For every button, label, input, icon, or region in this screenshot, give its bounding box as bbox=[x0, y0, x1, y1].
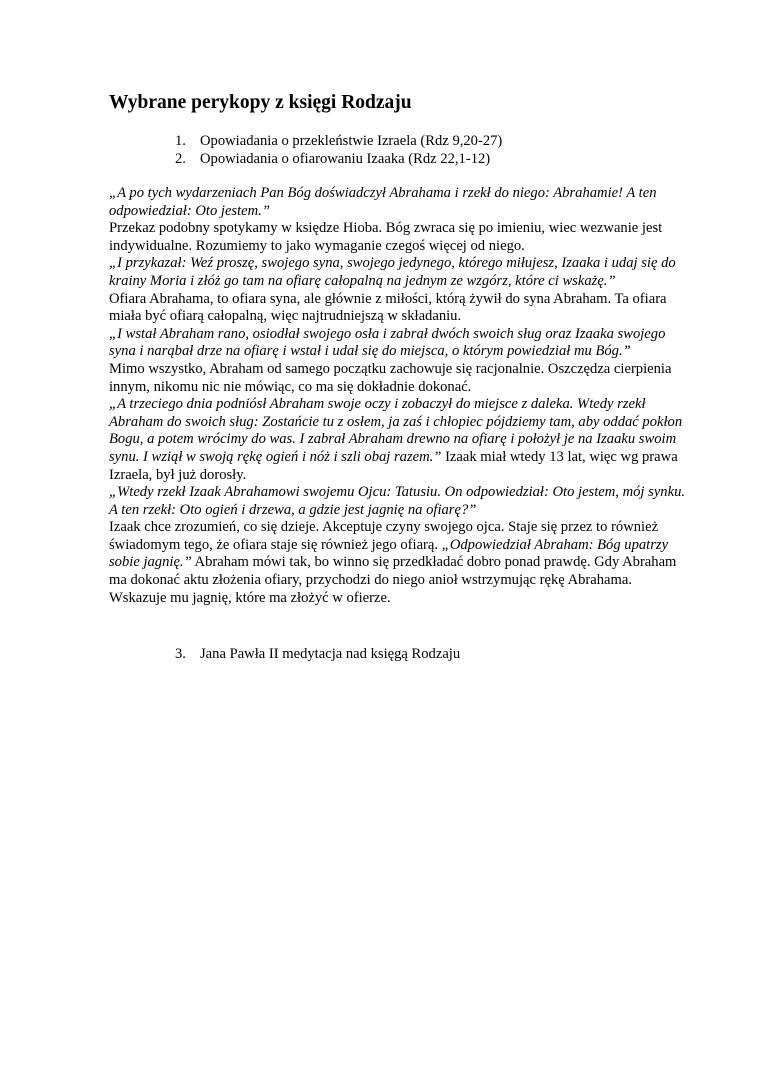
scripture-quote: „Wtedy rzekł Izaak Abrahamowi swojemu Ojcu: Tatusiu. On odpowiedział: Oto jestem, mój synku. A ten rzekł: Oto ogień i drzewa, a gdzie jest jagnię na ofiarę?” bbox=[109, 484, 686, 518]
scripture-quote: „A trzeciego dnia podniósł Abraham swoje oczy i zobaczył do miejsce z daleka. Wtedy rzekł Abraham do swoich sług: Zostańcie tu z osłem, ja zaś i chłopiec pójdziemy tam, aby oddać pokłon Bogu, a potem wrócimy do was. I zabrał Abraham drewno na ofiarę i położył je na Izaaku swoim synu. I wziął w swoją rękę ogień i nóż i szli obaj razem.” bbox=[109, 396, 683, 465]
list-item-number: 2. bbox=[175, 151, 186, 167]
commentary-text: Mimo wszystko, Abraham od samego początku zachowuje się racjonalnie. Oszczędza cierpienia innym, nikomu nic nie mówiąc, co ma się dokładnie dokonać. bbox=[109, 360, 672, 395]
list-item-text: Jana Pawła II medytacja nad księgą Rodzaju bbox=[200, 646, 461, 662]
paragraph bbox=[109, 220, 689, 255]
commentary-text: Przekaz podobny spotykamy w księdze Hioba. Bóg zwraca się po imieniu, wiec wezwanie jest indywidualne. Rozumiemy to jako wymaganie czegoś więcej od niego. bbox=[109, 220, 663, 254]
scripture-quote: „I wstał Abraham rano, osiodłał swojego osła i zabrał dwóch swoich sług oraz Izaaka swojego syna i narąbał drze na ofiarę i wstał i udał się do miejsca, o którym powiedział mu Bóg.” bbox=[109, 325, 666, 360]
page-title: Wybrane perykopy z księgi Rodzaju bbox=[109, 92, 412, 113]
paragraph bbox=[109, 361, 689, 396]
list-item bbox=[175, 132, 502, 150]
list-item-number: 3. bbox=[175, 646, 186, 662]
pericope-list bbox=[175, 132, 502, 168]
body-text bbox=[109, 185, 689, 607]
pericope-list-continued bbox=[175, 645, 460, 663]
scripture-quote: „I przykazał: Weź proszę, swojego syna, swojego jedynego, którego miłujesz, Izaaka i udaj się do krainy Moria i złóż go tam na ofiarę całopalną na jednym ze wzgórz, które ci wskażę.” bbox=[109, 255, 676, 289]
commentary-text: Ofiara Abrahama, to ofiara syna, ale głównie z miłości, którą żywił do syna Abraham. Ta ofiara miała być ofiarą całopalną, więc najtrudniejszą w składaniu. bbox=[109, 290, 667, 325]
list-item-text: Opowiadania o przekleństwie Izraela (Rdz 9,20-27) bbox=[200, 133, 503, 149]
paragraph bbox=[109, 396, 689, 484]
commentary-text: Izaak chce zrozumień, co się dzieje. Akceptuje czyny swojego ojca. Staje się przez to również świadomym tego, że ofiara staje się również jego ofiarą. bbox=[109, 519, 659, 553]
paragraph bbox=[109, 519, 689, 607]
paragraph bbox=[109, 255, 689, 290]
scripture-quote: „A po tych wydarzeniach Pan Bóg doświadczył Abrahama i rzekł do niego: Abrahamie! A ten odpowiedział: Oto jestem.” bbox=[109, 185, 657, 219]
list-item bbox=[175, 645, 460, 663]
list-item-text: Opowiadania o ofiarowaniu Izaaka (Rdz 22,1-12) bbox=[200, 151, 491, 167]
list-item bbox=[175, 150, 502, 168]
list-item-number: 1. bbox=[175, 133, 186, 149]
paragraph bbox=[109, 291, 689, 326]
commentary-text: Abraham mówi tak, bo winno się przedkładać dobro ponad prawdę. Gdy Abraham ma dokonać aktu złożenia ofiary, przychodzi do niego anioł wstrzymując rękę Abrahama. Wskazuje mu jagnię, które ma złożyć w ofierze. bbox=[109, 554, 677, 606]
paragraph bbox=[109, 185, 689, 220]
commentary-text: Izaak miał wtedy 13 lat, więc wg prawa Izraela, był już dorosły. bbox=[109, 448, 678, 483]
scripture-quote: „Odpowiedział Abraham: Bóg upatrzy sobie jagnię.” bbox=[109, 536, 669, 571]
paragraph bbox=[109, 484, 689, 519]
paragraph bbox=[109, 326, 689, 361]
